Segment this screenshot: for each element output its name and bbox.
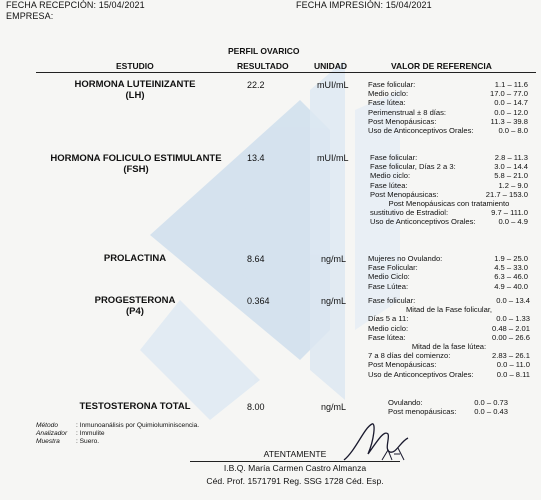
ref-row [370, 162, 528, 171]
ref-label: Medio ciclo: [368, 323, 409, 333]
ref-label: Post Menopáusicas: [368, 360, 437, 370]
ref-value: 0.0 – 4.9 [498, 217, 528, 227]
ref-value: 6.3 – 46.0 [494, 272, 528, 282]
muestra-label: Muestra [36, 438, 60, 445]
ref-label: Post Menopáusicas: [370, 189, 439, 199]
ref-row [368, 351, 530, 360]
ref-label: Mujeres no Ovulando: [368, 254, 443, 263]
study-fsh [48, 153, 224, 175]
ref-p4 [368, 296, 530, 379]
study-abbr: (LH) [125, 90, 145, 101]
ref-value: 0.0 – 13.4 [496, 296, 530, 305]
ref-label: Medio ciclo: [370, 171, 411, 181]
atentamente: ATENTAMENTE [263, 449, 327, 459]
ref-row [368, 314, 530, 323]
section-title: PERFIL OVARICO [228, 46, 300, 56]
metodo-label: Método [36, 422, 58, 429]
ref-row [388, 407, 508, 416]
ref-label: Fase lútea: [368, 332, 406, 342]
ref-value: 0.0 – 12.0 [494, 107, 528, 117]
ref-label: Fase folicular: [368, 80, 416, 89]
ref-label: Fase folicular: [370, 153, 418, 162]
result-lh: 22.2 [247, 80, 265, 90]
ref-row [370, 190, 528, 199]
ref-row [370, 208, 528, 217]
ref-label: Medio ciclo: [368, 89, 409, 99]
study-abbr: (FSH) [123, 164, 149, 175]
ref-label: Post Menopáusicas: [368, 116, 437, 126]
ref-label: Perimenstrual ± 8 días: [368, 107, 447, 117]
ref-row [368, 296, 530, 305]
result-testo: 8.00 [247, 402, 265, 412]
muestra-value: : Suero. [76, 438, 100, 445]
ref-label: Fase Folicular: [368, 263, 418, 273]
result-prl: 8.64 [247, 254, 265, 264]
ref-value: 1.2 – 9.0 [498, 180, 528, 190]
ref-value: 11.3 – 39.8 [490, 116, 528, 126]
ref-row [368, 80, 528, 89]
ref-value: 0.0 – 11.0 [496, 360, 530, 370]
ref-row [368, 282, 528, 291]
col-resultado: RESULTADO [237, 61, 289, 71]
ref-row [388, 398, 508, 407]
signer-name: I.B.Q. María Carmen Castro Almanza [223, 463, 367, 473]
ref-row [368, 272, 528, 281]
ref-row [368, 108, 528, 117]
ref-value: 0.0 – 8.11 [496, 369, 530, 379]
ref-value: 21.7 – 153.0 [485, 189, 528, 199]
ref-value: 0.0 – 8.0 [498, 125, 528, 135]
ref-label: Post menopáusicas: [388, 407, 457, 417]
ref-label: Fase lútea: [368, 98, 406, 108]
col-unidad: UNIDAD [314, 61, 348, 71]
ref-row [368, 342, 530, 351]
ref-row [368, 254, 528, 263]
ref-label: Medio Ciclo: [368, 272, 410, 282]
metodo-value: : Inmunoanálisis por Quimioluminiscencia. [76, 422, 200, 429]
result-fsh: 13.4 [247, 153, 265, 163]
ref-label: Ovulando: [388, 398, 423, 407]
ref-value: 3.0 – 14.4 [494, 162, 528, 172]
study-name: HORMONA LUTEINIZANTE [74, 79, 196, 90]
ref-row [370, 153, 528, 162]
ref-prl [368, 254, 528, 291]
ref-label: Fase Lútea: [368, 281, 409, 291]
ref-row [368, 370, 530, 379]
ref-value: 0.0 – 0.73 [474, 398, 508, 407]
ref-value: 5.8 – 21.0 [494, 171, 528, 181]
fecha-recepcion: FECHA RECEPCIÓN: 15/04/2021 [6, 0, 145, 10]
study-prl [60, 253, 210, 264]
ref-value: 1.9 – 25.0 [494, 254, 528, 263]
study-abbr: (P4) [126, 306, 144, 317]
method-info [36, 422, 199, 446]
ref-value: 0.48 – 2.01 [491, 323, 530, 333]
ref-value: 2.8 – 11.3 [494, 153, 528, 162]
study-testo [60, 401, 210, 412]
ref-value: 4.9 – 40.0 [494, 281, 528, 291]
ref-value: 1.1 – 11.6 [494, 80, 528, 89]
ref-row [368, 98, 528, 107]
ref-label: Uso de Anticonceptivos Orales: [368, 369, 474, 379]
unit-prl: ng/mL [321, 254, 347, 264]
study-name: PROLACTINA [103, 253, 167, 264]
result-p4: 0.364 [247, 296, 270, 306]
ref-row [368, 333, 530, 342]
col-estudio: ESTUDIO [116, 61, 154, 71]
analizador-label: Analizador [36, 430, 68, 437]
study-p4 [60, 295, 210, 317]
ref-row [368, 305, 530, 314]
unit-p4: ng/mL [321, 296, 347, 306]
ref-label: Fase lútea: [370, 180, 408, 190]
ref-row [368, 360, 530, 369]
ref-label: Días 5 a 11: [368, 314, 409, 324]
ref-subheading: Mitad de la Fase folicular, [405, 305, 493, 315]
ref-label: Fase folicular, Días 2 a 3: [370, 162, 456, 172]
col-referencia: VALOR DE REFERENCIA [391, 61, 492, 71]
ref-value: 0.00 – 26.6 [491, 332, 530, 342]
ref-row [368, 117, 528, 126]
ref-testo [388, 398, 508, 416]
ref-value: 4.5 – 33.0 [494, 263, 528, 273]
unit-fsh: mUI/mL [317, 153, 349, 163]
study-name: PROGESTERONA [94, 295, 176, 306]
ref-subheading: Mitad de la fase lútea: [411, 341, 487, 351]
signature-line [190, 461, 400, 462]
study-name: TESTOSTERONA TOTAL [79, 401, 191, 412]
empresa-label: EMPRESA: [6, 11, 54, 21]
ref-row [370, 199, 528, 208]
ref-label: Uso de Anticonceptivos Orales: [370, 217, 476, 227]
ref-value: 0.0 – 1.33 [496, 314, 530, 324]
ref-label: sustitutivo de Estradiol: [370, 208, 449, 218]
study-lh [60, 79, 210, 101]
signer-cedula: Céd. Prof. 1571791 Reg. SSG 1728 Céd. Esp. [206, 476, 384, 486]
header-divider [36, 72, 536, 73]
ref-label: 7 a 8 días del comienzo: [368, 351, 451, 361]
ref-row [368, 324, 530, 333]
ref-label: Uso de Anticonceptivos Orales: [368, 125, 474, 135]
ref-row [370, 217, 528, 226]
ref-value: 9.7 – 111.0 [491, 208, 528, 218]
ref-row [368, 126, 528, 135]
fecha-impresion: FECHA IMPRESIÓN: 15/04/2021 [296, 0, 432, 10]
study-name: HORMONA FOLICULO ESTIMULANTE [50, 153, 222, 164]
ref-value: 17.0 – 77.0 [489, 89, 528, 99]
ref-value: 0.0 – 0.43 [474, 407, 508, 417]
ref-row [368, 263, 528, 272]
ref-row [368, 89, 528, 98]
ref-row [370, 181, 528, 190]
unit-testo: ng/mL [321, 402, 347, 412]
ref-row [370, 171, 528, 180]
ref-value: 2.83 – 26.1 [491, 351, 530, 361]
ref-fsh [370, 153, 528, 227]
ref-value: 0.0 – 14.7 [494, 98, 528, 108]
analizador-value: : Immulite [76, 430, 105, 437]
ref-subheading: Post Menopáusicas con tratamiento [388, 198, 510, 208]
ref-label: Fase folicular: [368, 296, 416, 305]
ref-lh [368, 80, 528, 135]
unit-lh: mUI/mL [317, 80, 349, 90]
